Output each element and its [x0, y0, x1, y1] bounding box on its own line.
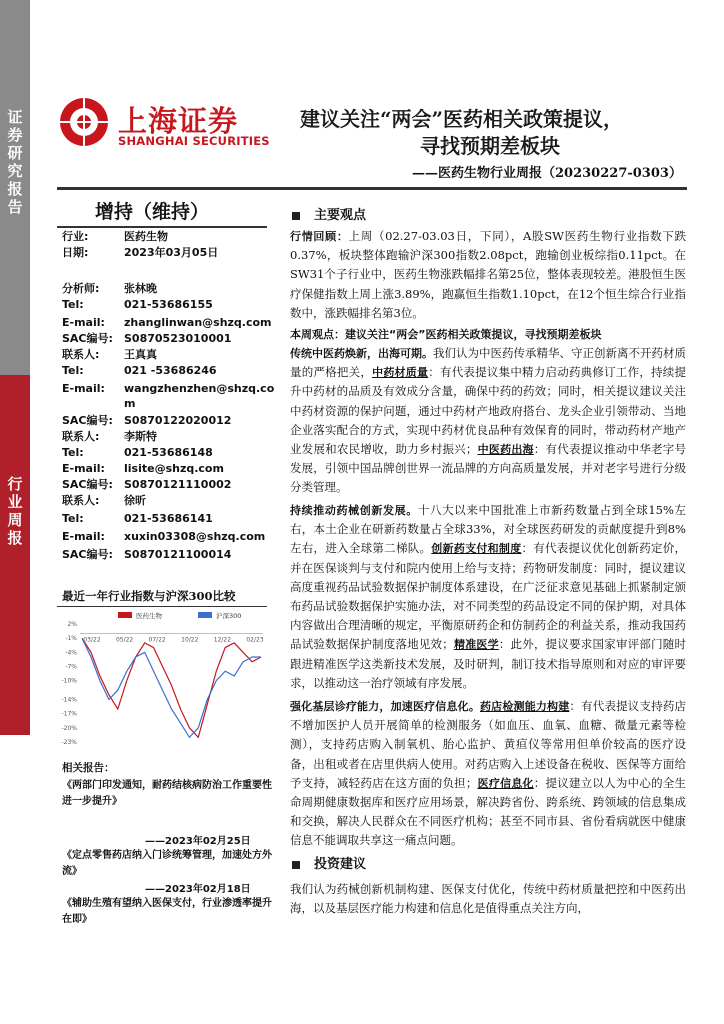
section-heading-main-view: 主要观点: [292, 204, 366, 223]
related-reports-heading: 相关报告：: [62, 762, 115, 774]
weekly-view-heading: 本周观点：建议关注“两会”医药相关政策提议，寻找预期差板块: [290, 328, 602, 341]
info-value: 徐昕: [124, 494, 146, 507]
side-band-top-label: 证券研究报告: [7, 108, 23, 216]
x-tick-label: 02/23: [246, 636, 264, 644]
info-value[interactable]: zhanglinwan@shzq.com: [124, 316, 272, 329]
innovation-paragraph: 持续推动药械创新发展。十八大以来中国批准上市新药数量占到全球15%左右，本土企业在研新药数量占全球33%，对全球医药研发的贡献度提升到8%左右，进入全球第二梯队。创新药支付和制度：有代表提议优化创新药定价，并在医保谈判与支付和院内使用上给与支持；药物研发制度：同时，提议建议高度重视药品试验数据保护制度体系建设，在广泛征求意见基础上抓紧制定颁布药品试验数据保护实施办法，对不同类型的药品设定不同的保护期，对具体内容做出合理清晰的规定，平衡原研药企和仿制药企的利益关系，推动我国药品试验数据保护制度落地见效；精准医学：此外，提议要求国家审评部门随时跟进精准医学这类新技术发展，及时研判，制订技术指导原则和对应的审评要求，以推动这一治疗领域有序发展。: [290, 503, 687, 690]
series-line: [82, 636, 264, 737]
y-tick-label: -20%: [61, 724, 77, 732]
info-label: SAC编号:: [62, 414, 113, 427]
x-tick-label: 07/22: [148, 636, 166, 644]
info-label: Tel:: [62, 364, 84, 377]
info-value: 2023年03月05日: [124, 246, 219, 259]
info-value: 医药生物: [124, 230, 168, 243]
info-label: SAC编号:: [62, 478, 113, 491]
chart-title-rule: [57, 606, 267, 607]
related-report-item[interactable]: 《辅助生殖有望纳入医保支付，行业渗透率提升在即》: [62, 898, 272, 925]
related-report-item[interactable]: 《定点零售药店纳入门诊统筹管理，加速处方外流》: [62, 850, 272, 877]
related-report-item[interactable]: 《两部门印发通知，耐药结核病防治工作重要性进一步提升》: [62, 780, 272, 807]
info-value[interactable]: xuxin03308@shzq.com: [124, 530, 266, 543]
info-label: Tel:: [62, 298, 84, 311]
section-bullet-icon: [292, 861, 300, 869]
info-label: Tel:: [62, 446, 84, 459]
y-tick-label: 2%: [67, 621, 77, 628]
info-label: SAC编号:: [62, 548, 113, 561]
index-comparison-chart: [58, 610, 268, 750]
section-bullet-icon: [292, 212, 300, 220]
info-label: E-mail:: [62, 462, 105, 475]
rating-divider: [57, 226, 267, 228]
info-value: S0870523010001: [124, 332, 232, 345]
header-divider: [57, 187, 687, 190]
info-label: 行业:: [62, 230, 89, 243]
logo-text-en: SHANGHAI SECURITIES: [118, 134, 270, 148]
info-value: S0870121110002: [124, 478, 232, 491]
rating: 增持（维持）: [95, 201, 210, 223]
shanghai-securities-logo-icon: [58, 96, 110, 148]
info-value: 李斯特: [124, 430, 157, 443]
x-tick-label: 12/22: [213, 636, 232, 644]
info-value: S0870121100014: [124, 548, 232, 561]
side-band-bottom: [0, 375, 30, 735]
y-tick-label: -1%: [65, 635, 77, 643]
x-tick-label: 05/22: [115, 636, 134, 644]
x-tick-label: 10/22: [181, 636, 199, 644]
y-tick-label: -14%: [61, 696, 77, 704]
info-label: Tel:: [62, 512, 84, 525]
legend-swatch: [198, 612, 212, 618]
logo-text-cn: 上海证券: [118, 104, 239, 138]
info-value: 021-53686148: [124, 446, 213, 459]
legend-label: 沪深300: [216, 612, 242, 620]
x-tick-label: 03/22: [83, 636, 101, 644]
invest-paragraph: 我们认为药械创新机制构建、医保支付优化，传统中药材质量把控和中医药出海，以及基层医疗能力构建和信息化是值得重点关注方向，: [290, 882, 686, 916]
info-value: 021 -53686246: [124, 364, 217, 377]
info-value-continued[interactable]: m: [124, 397, 136, 410]
info-label: SAC编号:: [62, 332, 113, 345]
related-report-date: ——2023年02月18日: [145, 884, 251, 895]
info-label: E-mail:: [62, 316, 105, 329]
primary-care-paragraph: 强化基层诊疗能力，加速医疗信息化。药店检测能力构建：有代表提议支持药店不增加医护人员开展简单的检测服务（如血压、血氧、血糖、微量元素等检测），支持药店购入制氧机、胎心监护、黄疸仪等常用但单价较高的医疗设备，出租或者在店里供病人使用。对药店购入上述设备在税收、医保等方面给予支持，减轻药店在这方面的负担；医疗信息化：提议建立以人为中心的全生命周期健康数据库和医疗应用场景，解决跨省份、跨系统、跨领域的信息集成和交换，解决人民群众在不同医疗机构；甚至不同市县、省份看病就医中健康信息不能调取共享这一痛点问题。: [290, 699, 687, 848]
y-tick-label: -4%: [65, 649, 77, 657]
info-value[interactable]: lisite@shzq.com: [124, 462, 224, 475]
legend-label: 医药生物: [136, 612, 162, 620]
info-value: 021-53686155: [124, 298, 213, 311]
info-label: 联系人:: [62, 494, 100, 507]
chart-title: 最近一年行业指数与沪深300比较: [62, 589, 236, 603]
info-value: 张林晚: [124, 282, 157, 295]
info-label: 联系人:: [62, 348, 100, 361]
info-label: 分析师:: [62, 282, 100, 295]
series-line: [82, 636, 264, 737]
legend-swatch: [118, 612, 132, 618]
side-band-bottom-label: 行业周报: [7, 475, 23, 547]
info-value[interactable]: wangzhenzhen@shzq.co: [124, 382, 275, 395]
related-report-date: ——2023年02月25日: [145, 836, 251, 847]
info-label: E-mail:: [62, 530, 105, 543]
y-tick-label: -17%: [61, 710, 77, 718]
info-label: 联系人:: [62, 430, 100, 443]
section-heading-invest: 投资建议: [292, 853, 366, 872]
info-label: 日期:: [62, 246, 89, 259]
y-tick-label: -10%: [61, 677, 77, 685]
y-tick-label: -23%: [61, 739, 77, 746]
tcm-paragraph: 传统中医药焕新，出海可期。我们认为中医药传承精华、守正创新离不开药材质量的严格把关，中药材质量：有代表提议集中精力启动药典修订工作，持续提升中药材的品质及有效成分含量，确保中药的药效；同时，相关提议建议关注中药材资源的保护问题，通过中药材产地政府搭台、龙头企业引领带动、当地企业落实配合的方式，实现中药材优良品种有效保育的同时，带动药材产地产业发展和农民增收，助力乡村振兴；中医药出海：有代表提议推动中华老字号发展，引领中国品牌创世界一流品牌的方向高质量发展，并对老字号进行分级分类管理。: [290, 346, 687, 495]
info-value: 王真真: [124, 348, 157, 361]
y-tick-label: -7%: [65, 663, 77, 671]
info-value: 021-53686141: [124, 512, 213, 525]
info-value: S0870122020012: [124, 414, 232, 427]
report-subtitle: ——医药生物行业周报（20230227-0303）: [412, 166, 682, 181]
market-review-paragraph: 行情回顾：上周（02.27-03.03日，下同），A股SW医药生物行业指数下跌0.37%，板块整体跑输沪深300指数2.08pct，跑输创业板综指0.11pct。在SW31个子行业中，医药生物涨跌幅排名第25位，整体表现较差。港股恒生医疗保健指数上周上涨3.89%，跑赢恒生指数1.10pct，在12个恒生综合行业指数中，涨跌幅排名第3位。: [290, 229, 687, 320]
report-title-line2: 寻找预期差板块: [420, 134, 560, 158]
report-title-line1: 建议关注“两会”医药相关政策提议，: [300, 107, 624, 131]
info-label: E-mail:: [62, 382, 105, 395]
